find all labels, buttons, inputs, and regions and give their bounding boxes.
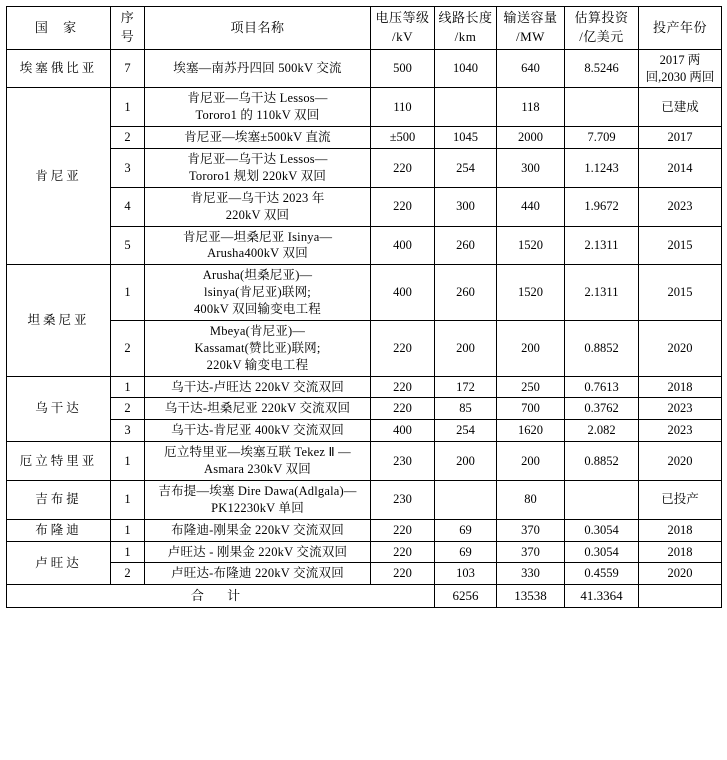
cell-year: 2020	[639, 320, 722, 376]
total-length: 6256	[435, 585, 497, 608]
header-year: 投产年份	[639, 7, 722, 50]
cell-country: 卢旺达	[7, 541, 111, 585]
cell-voltage: 220	[371, 149, 435, 188]
cell-length: 200	[435, 320, 497, 376]
cell-index: 1	[111, 480, 145, 519]
cell-capacity: 200	[497, 442, 565, 481]
cell-length	[435, 480, 497, 519]
cell-capacity: 300	[497, 149, 565, 188]
cell-index: 2	[111, 563, 145, 585]
cell-country: 厄立特里亚	[7, 442, 111, 481]
cell-length: 103	[435, 563, 497, 585]
table-row	[7, 127, 722, 149]
cell-project-name: 乌干达-肯尼亚 400kV 交流双回	[145, 420, 371, 442]
table-row	[7, 49, 722, 88]
cell-voltage: 220	[371, 376, 435, 398]
cell-capacity: 700	[497, 398, 565, 420]
table-row	[7, 149, 722, 188]
cell-investment: 2.1311	[565, 226, 639, 265]
cell-country: 坦桑尼亚	[7, 265, 111, 376]
cell-length: 254	[435, 149, 497, 188]
cell-length: 260	[435, 265, 497, 321]
cell-project-name: 卢旺达 - 刚果金 220kV 交流双回	[145, 541, 371, 563]
table-row	[7, 187, 722, 226]
cell-year: 2014	[639, 149, 722, 188]
cell-length: 69	[435, 519, 497, 541]
cell-length: 200	[435, 442, 497, 481]
cell-project-name: 肯尼亚—乌干达 Lessos— Tororo1 的 110kV 双回	[145, 88, 371, 127]
cell-voltage: 220	[371, 320, 435, 376]
header-voltage: 电压等级 /kV	[371, 7, 435, 50]
cell-index: 2	[111, 398, 145, 420]
cell-voltage: 220	[371, 519, 435, 541]
cell-index: 2	[111, 127, 145, 149]
cell-voltage: 500	[371, 49, 435, 88]
cell-index: 1	[111, 519, 145, 541]
cell-index: 2	[111, 320, 145, 376]
cell-investment: 0.8852	[565, 442, 639, 481]
cell-investment: 0.4559	[565, 563, 639, 585]
cell-country: 埃塞俄比亚	[7, 49, 111, 88]
cell-length: 1040	[435, 49, 497, 88]
cell-index: 3	[111, 420, 145, 442]
cell-year: 2018	[639, 519, 722, 541]
header-project-name: 项目名称	[145, 7, 371, 50]
table-row	[7, 398, 722, 420]
total-capacity: 13538	[497, 585, 565, 608]
cell-voltage: 110	[371, 88, 435, 127]
cell-voltage: 230	[371, 480, 435, 519]
cell-investment: 1.1243	[565, 149, 639, 188]
cell-investment: 1.9672	[565, 187, 639, 226]
total-investment: 41.3364	[565, 585, 639, 608]
cell-year: 已建成	[639, 88, 722, 127]
cell-capacity: 200	[497, 320, 565, 376]
cell-investment: 0.7613	[565, 376, 639, 398]
cell-year: 2020	[639, 442, 722, 481]
cell-country: 吉布提	[7, 480, 111, 519]
cell-voltage: 220	[371, 398, 435, 420]
header-index: 序 号	[111, 7, 145, 50]
cell-index: 7	[111, 49, 145, 88]
cell-length	[435, 88, 497, 127]
cell-index: 1	[111, 376, 145, 398]
cell-project-name: 布隆迪-刚果金 220kV 交流双回	[145, 519, 371, 541]
cell-capacity: 640	[497, 49, 565, 88]
cell-capacity: 1520	[497, 226, 565, 265]
cell-index: 5	[111, 226, 145, 265]
table-row	[7, 226, 722, 265]
cell-project-name: 吉布提—埃塞 Dire Dawa(Adlgala)— PK12230kV 单回	[145, 480, 371, 519]
cell-investment: 0.3762	[565, 398, 639, 420]
table-row	[7, 563, 722, 585]
cell-investment	[565, 88, 639, 127]
cell-capacity: 370	[497, 541, 565, 563]
cell-index: 3	[111, 149, 145, 188]
cell-country: 布隆迪	[7, 519, 111, 541]
cell-capacity: 2000	[497, 127, 565, 149]
cell-capacity: 440	[497, 187, 565, 226]
cell-capacity: 1620	[497, 420, 565, 442]
cell-year: 2017 两回,2030 两回	[639, 49, 722, 88]
cell-project-name: 肯尼亚—乌干达 2023 年 220kV 双回	[145, 187, 371, 226]
total-year	[639, 585, 722, 608]
cell-investment: 0.3054	[565, 519, 639, 541]
cell-year: 2015	[639, 265, 722, 321]
cell-voltage: ±500	[371, 127, 435, 149]
cell-country: 乌干达	[7, 376, 111, 442]
table-row	[7, 442, 722, 481]
cell-project-name: 肯尼亚—埃塞±500kV 直流	[145, 127, 371, 149]
cell-investment: 7.709	[565, 127, 639, 149]
cell-year: 2020	[639, 563, 722, 585]
cell-index: 1	[111, 442, 145, 481]
cell-year: 2017	[639, 127, 722, 149]
cell-project-name: Arusha(坦桑尼亚)— lsinya(肯尼亚)联网; 400kV 双回输变电工程	[145, 265, 371, 321]
header-investment: 估算投资 /亿美元	[565, 7, 639, 50]
cell-capacity: 118	[497, 88, 565, 127]
cell-length: 69	[435, 541, 497, 563]
table-row	[7, 88, 722, 127]
cell-project-name: 乌干达-坦桑尼亚 220kV 交流双回	[145, 398, 371, 420]
cell-capacity: 1520	[497, 265, 565, 321]
cell-year: 2018	[639, 376, 722, 398]
cell-index: 1	[111, 265, 145, 321]
cell-voltage: 400	[371, 265, 435, 321]
cell-capacity: 330	[497, 563, 565, 585]
cell-capacity: 370	[497, 519, 565, 541]
table-total-row	[7, 585, 722, 608]
projects-table	[6, 6, 722, 608]
cell-index: 1	[111, 541, 145, 563]
cell-year: 2018	[639, 541, 722, 563]
header-length: 线路长度 /km	[435, 7, 497, 50]
cell-project-name: 肯尼亚—坦桑尼亚 Isinya— Arusha400kV 双回	[145, 226, 371, 265]
cell-voltage: 230	[371, 442, 435, 481]
cell-length: 254	[435, 420, 497, 442]
cell-project-name: Mbeya(肯尼亚)— Kassamat(赞比亚)联网; 220kV 输变电工程	[145, 320, 371, 376]
cell-project-name: 肯尼亚—乌干达 Lessos— Tororo1 规划 220kV 双回	[145, 149, 371, 188]
table-row	[7, 480, 722, 519]
table-row	[7, 320, 722, 376]
table-row	[7, 519, 722, 541]
cell-investment: 0.3054	[565, 541, 639, 563]
cell-project-name: 埃塞—南苏丹四回 500kV 交流	[145, 49, 371, 88]
table-body	[7, 7, 722, 608]
cell-voltage: 400	[371, 226, 435, 265]
cell-year: 2023	[639, 398, 722, 420]
cell-year: 2015	[639, 226, 722, 265]
cell-investment: 0.8852	[565, 320, 639, 376]
cell-investment: 2.082	[565, 420, 639, 442]
header-country: 国 家	[7, 7, 111, 50]
table-row	[7, 541, 722, 563]
total-label: 合 计	[7, 585, 435, 608]
cell-year: 2023	[639, 420, 722, 442]
cell-project-name: 厄立特里亚—埃塞互联 Tekez Ⅱ — Asmara 230kV 双回	[145, 442, 371, 481]
cell-index: 4	[111, 187, 145, 226]
cell-length: 300	[435, 187, 497, 226]
cell-voltage: 220	[371, 187, 435, 226]
cell-voltage: 400	[371, 420, 435, 442]
cell-year: 已投产	[639, 480, 722, 519]
cell-length: 172	[435, 376, 497, 398]
cell-capacity: 80	[497, 480, 565, 519]
cell-capacity: 250	[497, 376, 565, 398]
cell-project-name: 卢旺达-布隆迪 220kV 交流双回	[145, 563, 371, 585]
cell-voltage: 220	[371, 541, 435, 563]
cell-country: 肯尼亚	[7, 88, 111, 265]
cell-year: 2023	[639, 187, 722, 226]
cell-investment: 8.5246	[565, 49, 639, 88]
table-row	[7, 265, 722, 321]
header-capacity: 输送容量 /MW	[497, 7, 565, 50]
cell-length: 85	[435, 398, 497, 420]
cell-project-name: 乌干达-卢旺达 220kV 交流双回	[145, 376, 371, 398]
table-row	[7, 376, 722, 398]
table-row	[7, 420, 722, 442]
cell-investment	[565, 480, 639, 519]
cell-length: 260	[435, 226, 497, 265]
cell-length: 1045	[435, 127, 497, 149]
table-header-row	[7, 7, 722, 50]
cell-investment: 2.1311	[565, 265, 639, 321]
cell-voltage: 220	[371, 563, 435, 585]
cell-index: 1	[111, 88, 145, 127]
